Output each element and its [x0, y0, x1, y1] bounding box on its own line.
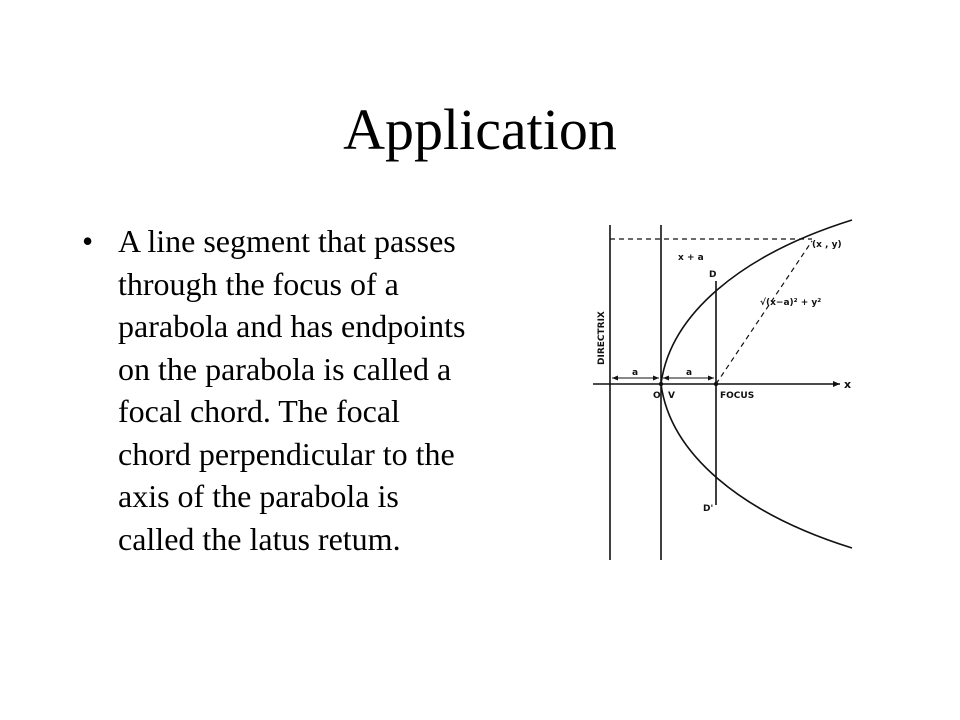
bullet-line: chord perpendicular to the — [118, 435, 455, 472]
bullet-icon: • — [82, 223, 94, 259]
focus-dot — [714, 382, 718, 386]
slide-title: Application — [343, 97, 617, 162]
label-a-right: a — [686, 368, 693, 378]
bullet-line: axis of the parabola is — [118, 478, 399, 514]
x-axis-arrow-icon — [833, 381, 840, 387]
bullet-line: through the focus of a — [118, 265, 399, 302]
vertex-dot — [659, 382, 663, 386]
arrowhead-icon — [612, 376, 618, 381]
bullet-line: focal chord. The focal — [118, 393, 400, 429]
arrowhead-icon — [708, 376, 714, 381]
label-x-plus-a: x + a — [678, 253, 704, 263]
bullet-line: A line segment that passes — [118, 223, 456, 259]
label-vertex: V — [668, 391, 675, 401]
label-a-left: a — [632, 368, 639, 378]
label-point-d-prime: D' — [703, 504, 714, 514]
bullet-text — [118, 220, 542, 560]
bullet-item — [82, 220, 542, 560]
focus-to-point-dashed — [716, 241, 812, 384]
parabola-diagram — [590, 215, 870, 565]
label-distance: √(x−a)² + y² — [760, 298, 822, 308]
arrowhead-icon — [653, 376, 659, 381]
bullet-line: on the parabola is called a — [118, 350, 452, 387]
label-x-axis: x — [844, 378, 852, 391]
label-directrix: DIRECTRIX — [597, 311, 607, 365]
label-point-d: D — [709, 270, 717, 280]
bullet-line: parabola and has endpoints — [118, 308, 466, 344]
label-point-xy: (x , y) — [812, 240, 842, 250]
label-focus: FOCUS — [720, 391, 755, 401]
bullet-line: called the latus retum. — [118, 520, 401, 557]
arrowhead-icon — [663, 376, 669, 381]
label-origin: O — [653, 391, 661, 401]
